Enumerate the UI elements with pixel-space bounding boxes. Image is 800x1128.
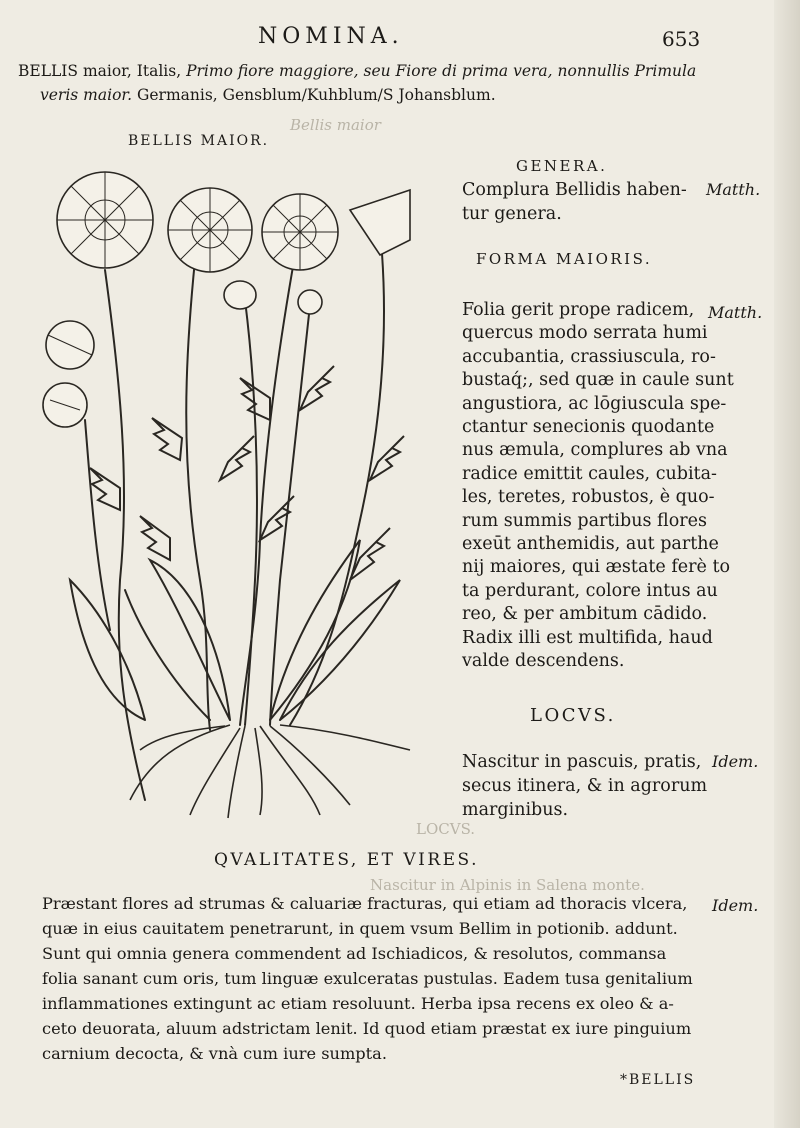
text-line: angustiora, ac lōgiuscula spe- (462, 393, 727, 414)
text-line: exeūt anthemidis, aut parthe (462, 534, 719, 554)
text-line: marginibus. (462, 800, 569, 820)
text-line: ctantur senecionis quodante (462, 417, 715, 437)
genera-text-line: Complura Bellidis haben- (462, 180, 687, 200)
section-title-locus: LOCVS. (530, 705, 616, 726)
text-line: radice emittit caules, cubita- (462, 463, 717, 484)
section-title-qualitates: QVALITATES, ET VIRES. (214, 850, 479, 870)
margin-note: Idem. (712, 896, 759, 915)
show-through-text: Bellis maior (290, 116, 381, 134)
section-title-genera: GENERA. (516, 157, 608, 175)
genera-text-line: tur genera. (462, 204, 562, 224)
text-line: carnium decocta, & vnà cum iure sumpta. (42, 1044, 387, 1063)
nomina-italic-text: veris maior. (40, 86, 133, 104)
text-line: ta perdurant, colore intus au (462, 580, 718, 601)
margin-note: Matth. (708, 303, 763, 322)
nomina-roman-text: Germanis, Gensblum/Kuhblum/S Johansblum. (132, 86, 496, 104)
margin-note: Idem. (712, 752, 759, 771)
text-line: ceto deuorata, aluum adstrictam lenit. Id quod etiam præstat ex iure pinguium (42, 1019, 692, 1038)
text-line: inflammationes extingunt ac etiam resoluunt. Herba ipsa recens ex oleo & a- (42, 994, 674, 1013)
text-line: nij maiores, qui æstate ferè to (462, 557, 731, 578)
show-through-text: LOCVS. (416, 820, 476, 838)
plant-woodcut-illustration (30, 160, 430, 820)
text-line: rum summis partibus flores (462, 510, 707, 531)
text-line: bustaq́;, sed quæ in caule sunt (462, 370, 734, 391)
show-through-text: Nascitur in Alpinis in Salena monte. (370, 876, 645, 894)
text-line: Nascitur in pascuis, pratis, (462, 752, 702, 772)
text-line: Folia gerit prope radicem, (462, 300, 695, 320)
text-line: les, teretes, robustos, è quo- (462, 487, 715, 508)
plate-caption: BELLIS MAIOR. (128, 133, 270, 149)
nomina-line-2 (40, 86, 496, 104)
section-title-forma: FORMA MAIORIS. (476, 250, 653, 268)
text-line: reo, & per ambitum cādido. (462, 604, 708, 625)
text-line: Radix illi est multifida, haud (462, 627, 713, 648)
text-line: folia sanant cum oris, tum linguæ exulceratas pustulas. Eadem tusa genitalium (42, 969, 693, 988)
nomina-line-1 (18, 62, 696, 80)
margin-note: Matth. (706, 180, 761, 199)
nomina-roman-text: BELLIS maior, Italis, (18, 62, 187, 80)
text-line: accubantia, crassiuscula, ro- (462, 346, 716, 367)
text-line: quercus modo serrata humi (462, 323, 708, 344)
text-line: valde descendens. (462, 651, 625, 671)
text-line: nus æmula, complures ab vna (462, 440, 728, 461)
text-line: quæ in eius cauitatem penetrarunt, in quem vsum Bellim in potionib. addunt. (42, 919, 678, 938)
page-edge (774, 0, 800, 1128)
catchword: *BELLIS (620, 1072, 696, 1088)
page-heading: NOMINA. (258, 24, 404, 49)
page-number: 653 (662, 27, 701, 51)
text-line: Præstant flores ad strumas & caluariæ fracturas, qui etiam ad thoracis vlcera, (42, 894, 688, 913)
text-line: Sunt qui omnia genera commendent ad Ischiadicos, & resolutos, commansa (42, 944, 667, 963)
text-line: secus itinera, & in agrorum (462, 776, 708, 796)
nomina-italic-text: Primo fiore maggiore, seu Fiore di prima vera, nonnullis Primula (186, 62, 697, 80)
